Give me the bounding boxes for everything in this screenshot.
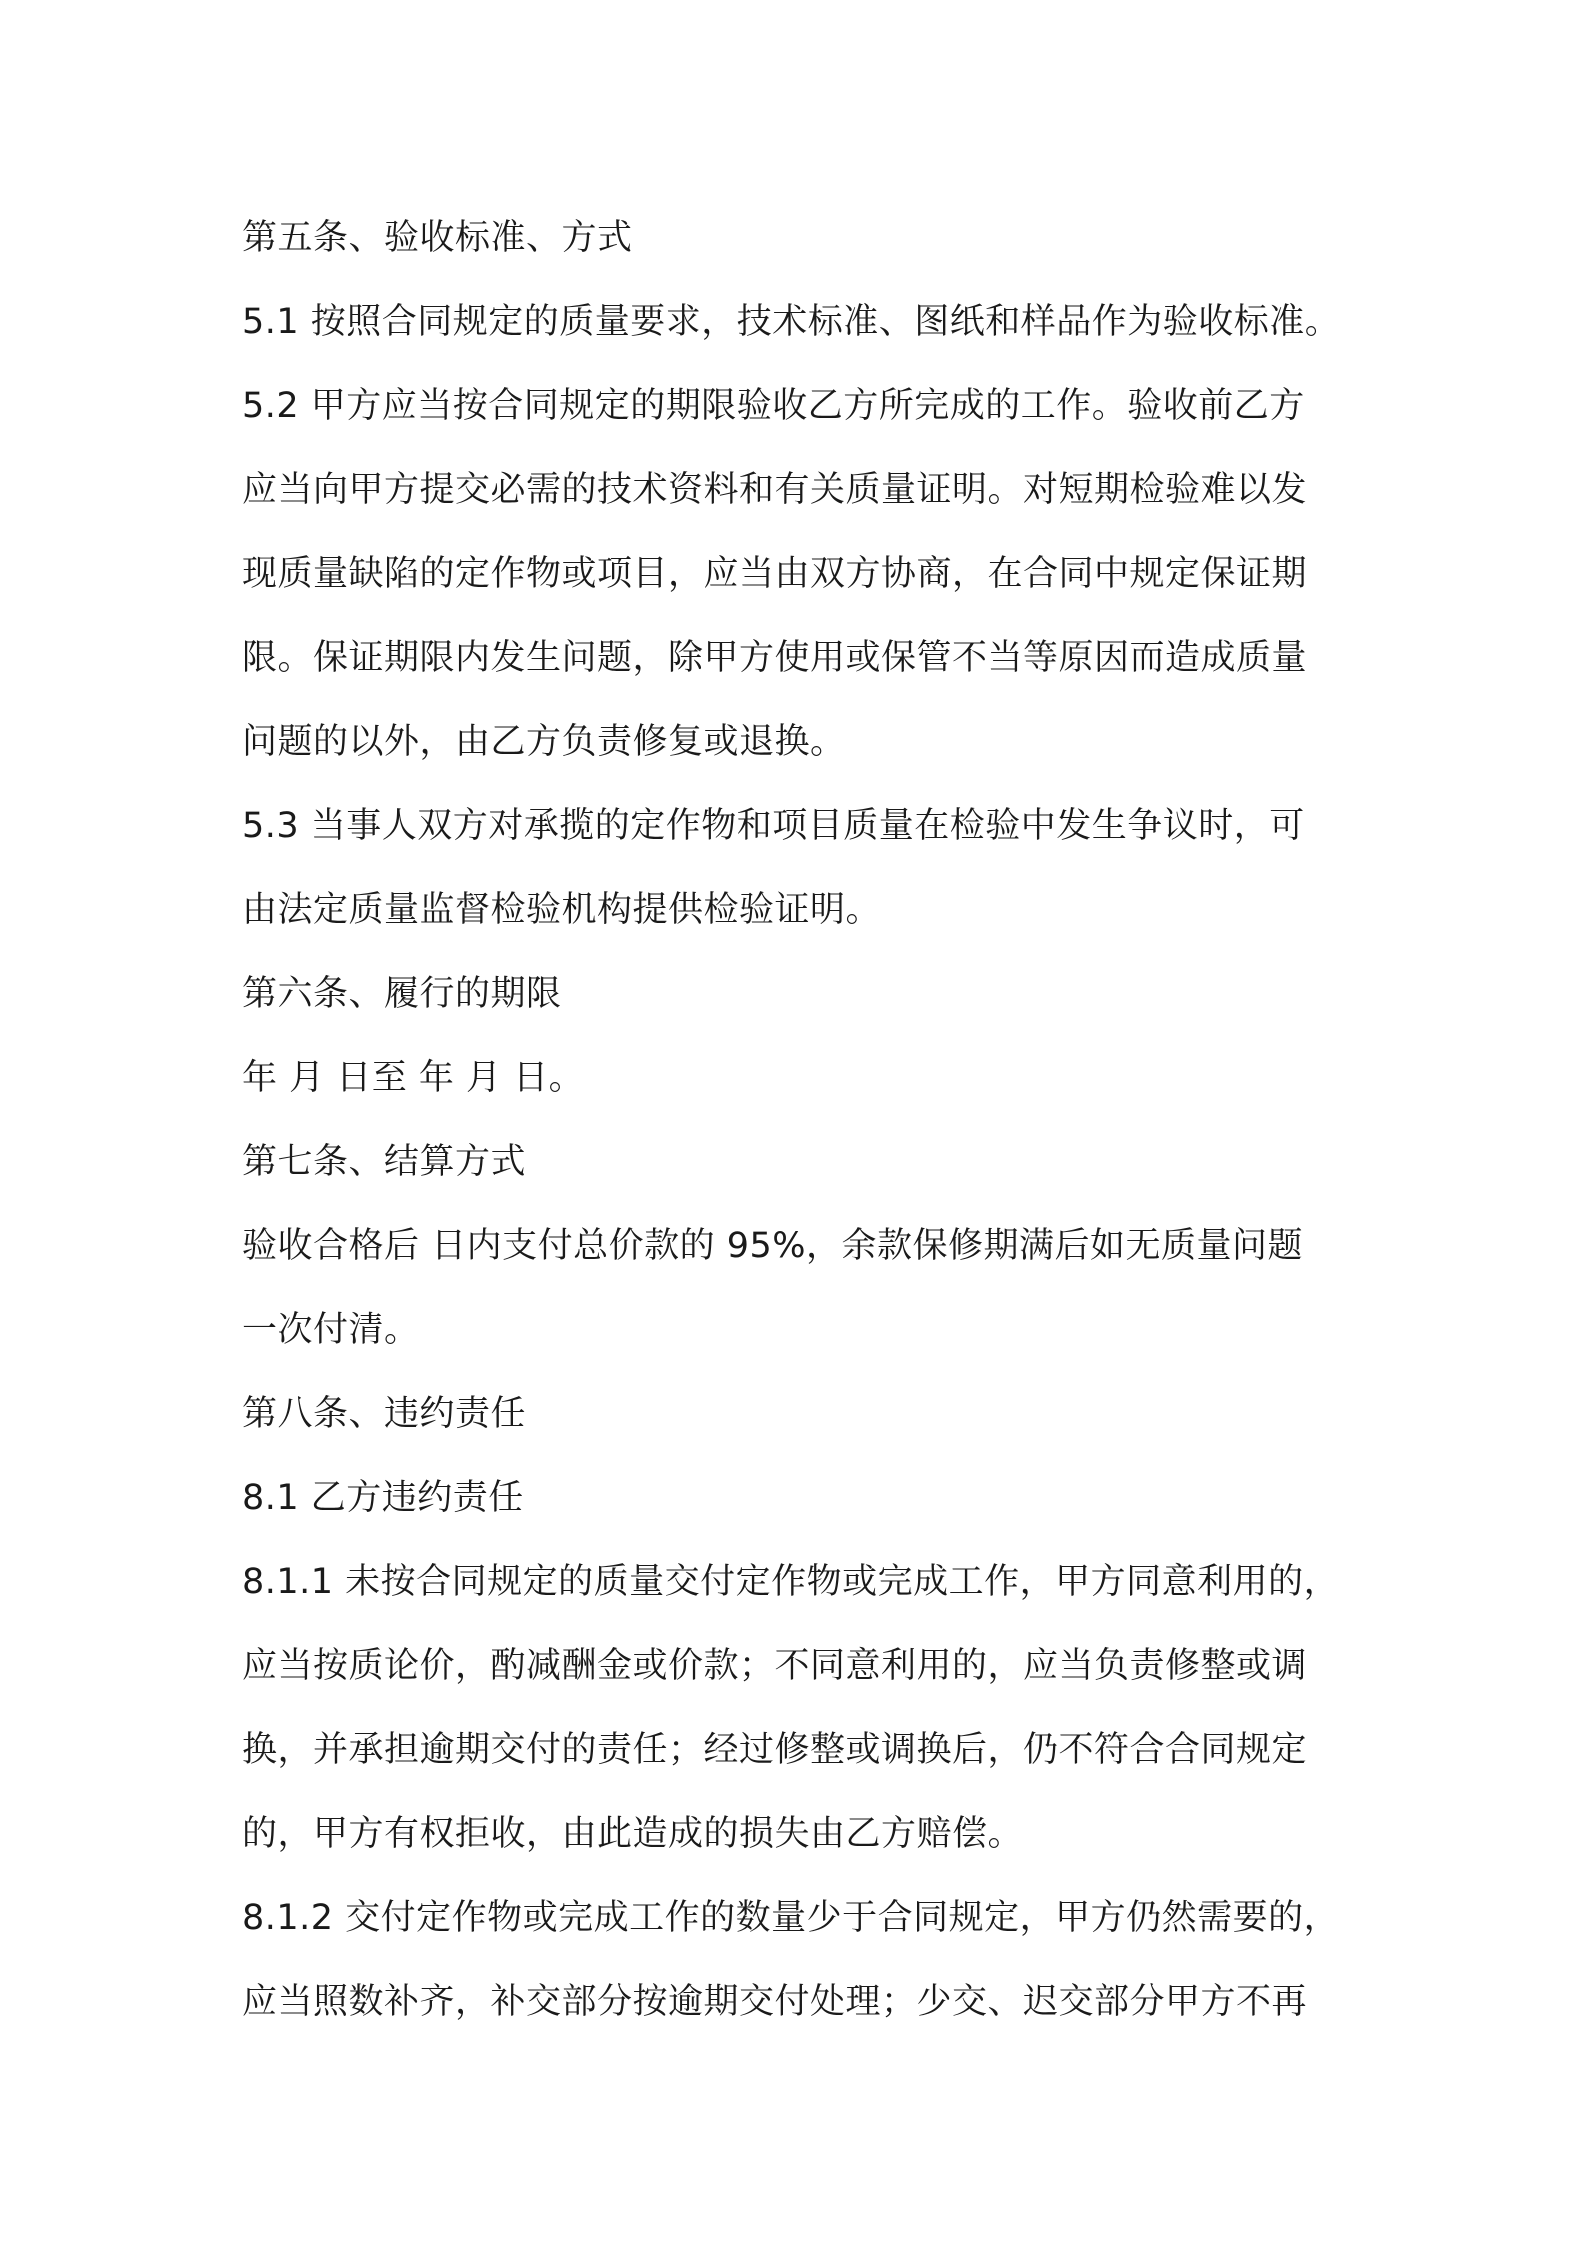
text-line: 一次付清。 [242,1310,420,1350]
text-line: 8.1.2 交付定作物或完成工作的数量少于合同规定，甲方仍然需要的， [242,1898,1340,1938]
article-6-heading: 第六条、履行的期限 [242,974,562,1014]
text-line: 应当按质论价，酌减酬金或价款；不同意利用的，应当负责修整或调 [242,1646,1308,1686]
text-line: 应当照数补齐，补交部分按逾期交付处理；少交、迟交部分甲方不再 [242,1982,1308,2022]
text-line: 5.2 甲方应当按合同规定的期限验收乙方所完成的工作。验收前乙方 [242,386,1305,426]
text-line: 5.1 按照合同规定的质量要求，技术标准、图纸和样品作为验收标准。 [242,302,1341,342]
text-line: 限。保证期限内发生问题，除甲方使用或保管不当等原因而造成质量 [242,638,1308,678]
text-line: 验收合格后 日内支付总价款的 95%，余款保修期满后如无质量问题 [242,1226,1304,1266]
text-line: 年 月 日至 年 月 日。 [242,1058,585,1098]
text-line: 由法定质量监督检验机构提供检验证明。 [242,890,882,930]
text-line: 8.1.1 未按合同规定的质量交付定作物或完成工作，甲方同意利用的， [242,1562,1340,1602]
article-5-heading: 第五条、验收标准、方式 [242,218,633,258]
text-line: 现质量缺陷的定作物或项目，应当由双方协商，在合同中规定保证期 [242,554,1308,594]
article-8-heading: 第八条、违约责任 [242,1394,527,1434]
contract-text [242,196,1372,2044]
text-line: 换，并承担逾期交付的责任；经过修整或调换后，仍不符合合同规定 [242,1730,1308,1770]
article-7-heading: 第七条、结算方式 [242,1142,527,1182]
text-line: 问题的以外，由乙方负责修复或退换。 [242,722,846,762]
text-line: 的，甲方有权拒收，由此造成的损失由乙方赔偿。 [242,1814,1024,1854]
text-line: 5.3 当事人双方对承揽的定作物和项目质量在检验中发生争议时，可 [242,806,1305,846]
section-8-1-heading: 8.1 乙方违约责任 [242,1478,524,1518]
text-line: 应当向甲方提交必需的技术资料和有关质量证明。对短期检验难以发 [242,470,1308,510]
